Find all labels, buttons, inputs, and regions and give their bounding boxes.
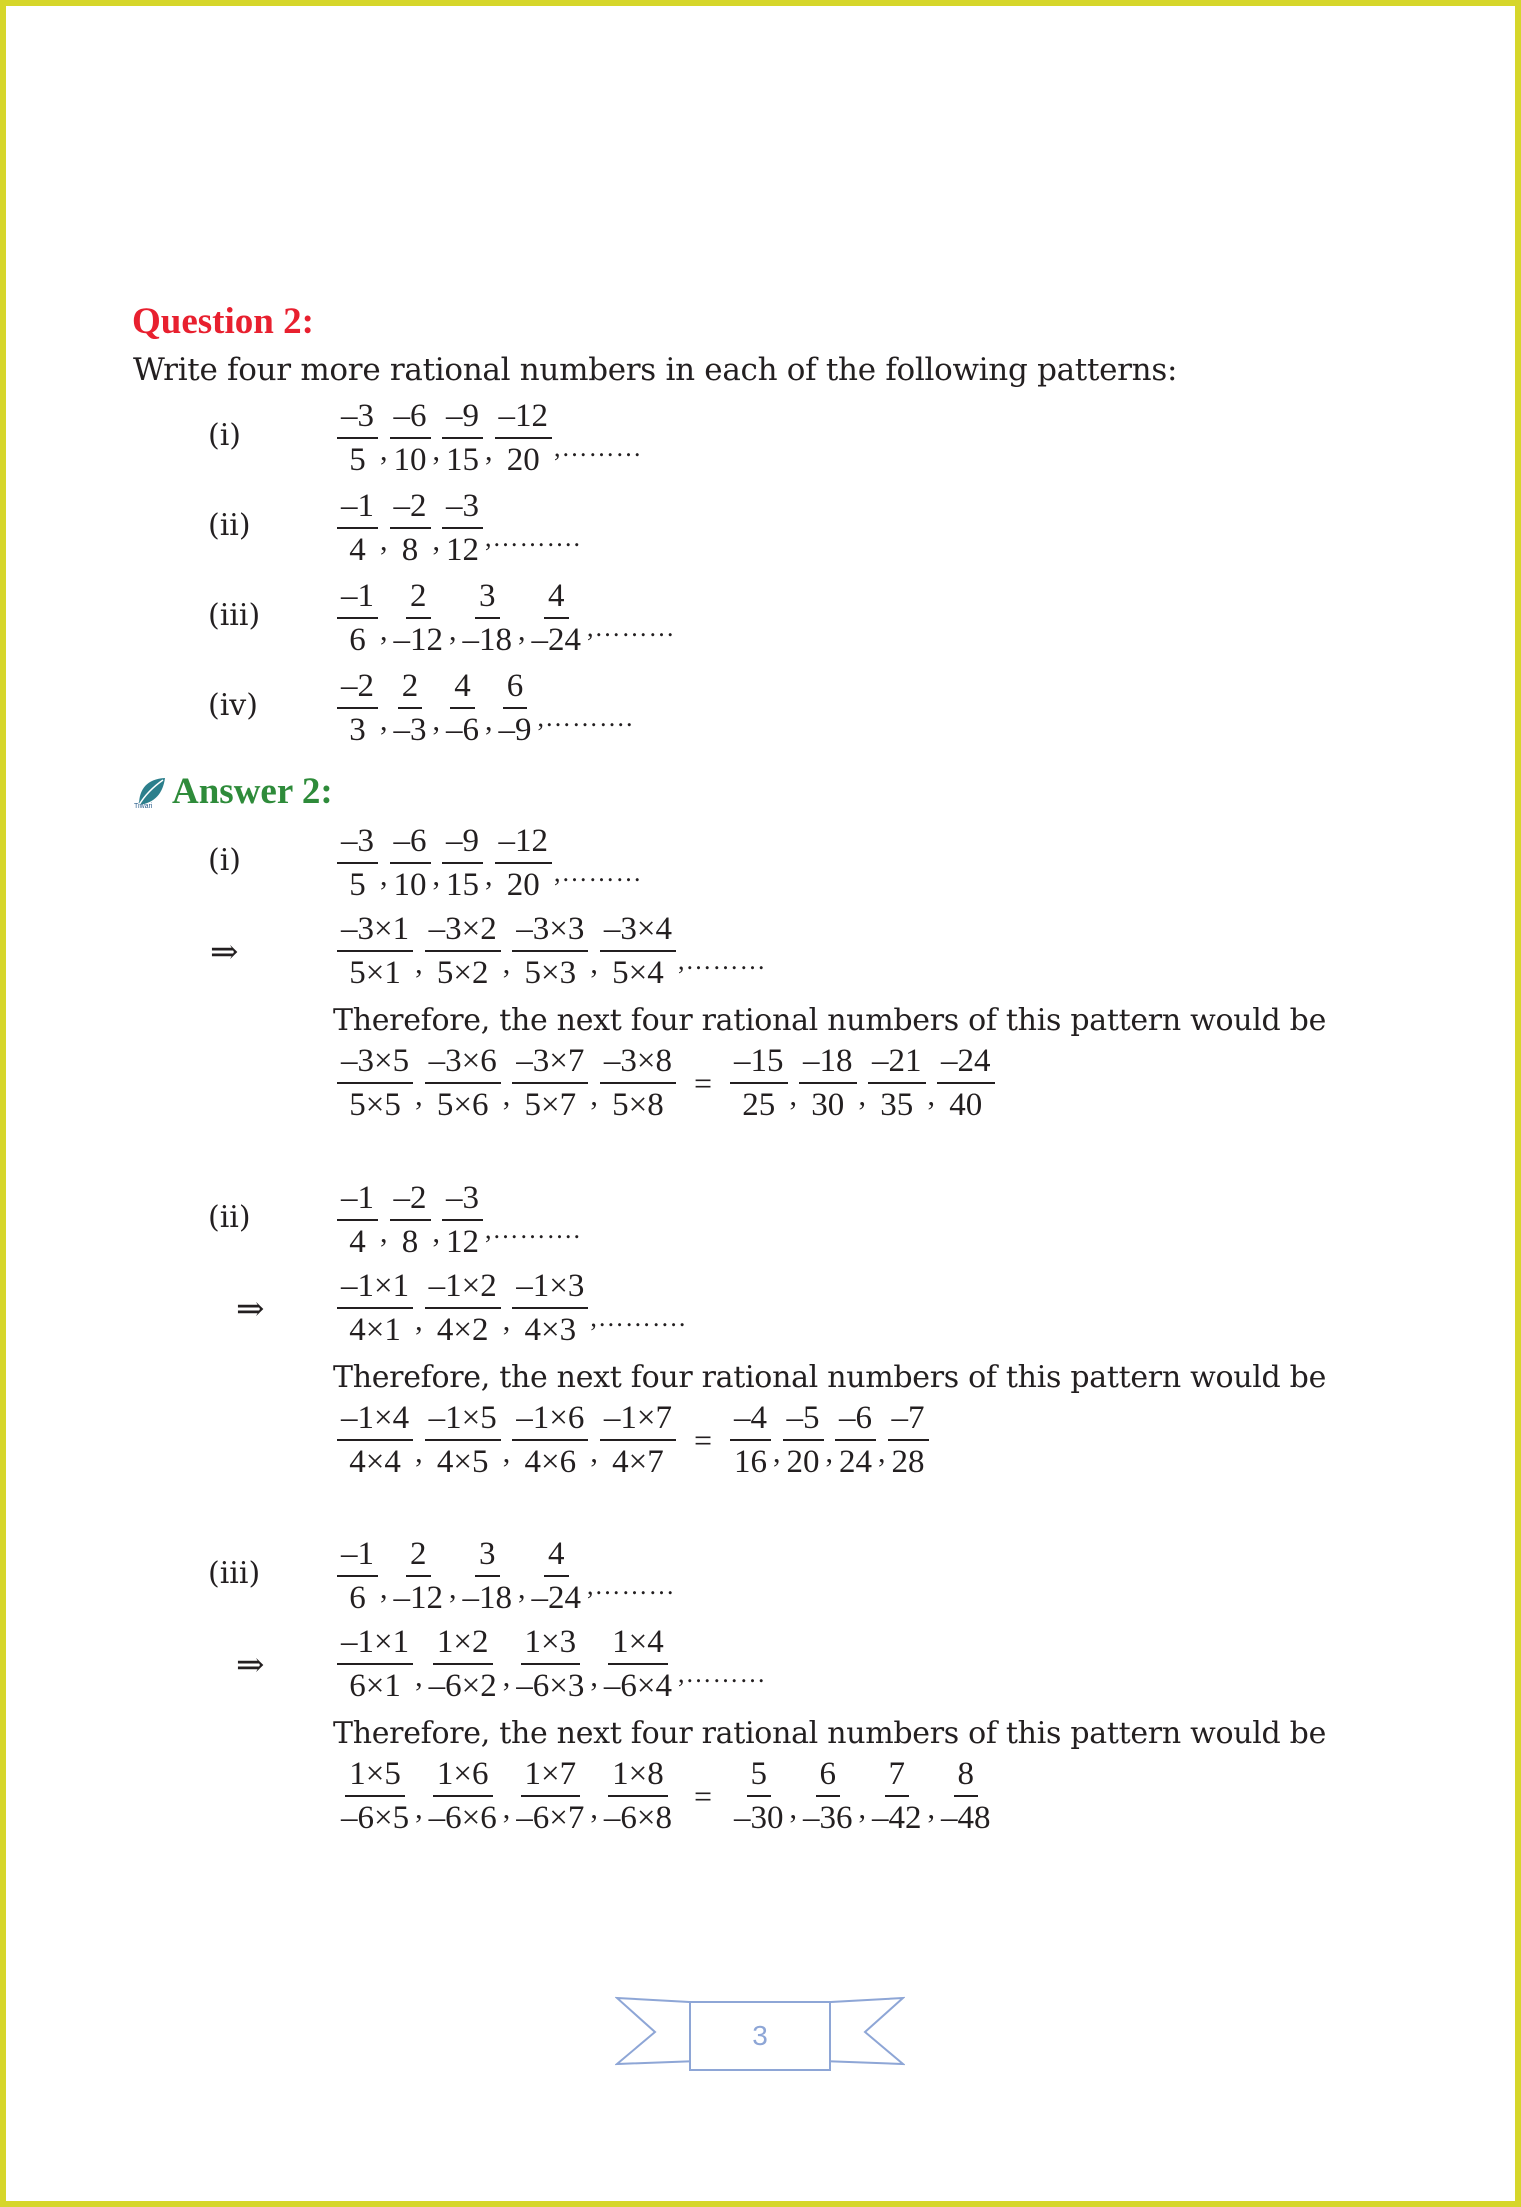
comma: , [485,703,493,737]
denominator: –12 [393,622,443,658]
numerator: –1 [337,580,378,619]
denominator: 5×6 [436,1087,489,1123]
denominator: 4 [349,532,366,568]
question-title: Question 2: [132,301,314,342]
denominator: –36 [803,1800,853,1836]
given-pattern [335,1182,581,1259]
numerator: 1×4 [608,1626,668,1665]
fraction [510,913,590,990]
fraction [335,1626,415,1703]
leaf-logo-icon [133,775,167,809]
fraction [335,1402,415,1479]
numerator: 1×2 [433,1626,493,1665]
denominator: 5×8 [612,1087,664,1123]
numerator: –4 [730,1402,771,1441]
denominator: –18 [462,1580,512,1616]
denominator: –6×2 [428,1668,497,1704]
comma: , [858,1791,867,1825]
numerator: –3 [442,1182,483,1221]
denominator: 3 [349,712,366,748]
numerator: –3 [337,825,378,864]
denominator: –6 [446,712,479,748]
fraction [440,490,485,567]
comma: , [415,1078,423,1112]
denominator: –18 [462,622,512,658]
question-prompt: Write four more rational numbers in each of the following patterns: [133,352,1178,388]
question-pattern [335,670,634,747]
denominator: –24 [531,1580,581,1616]
therefore-statement: Therefore, the next four rational numbers of this pattern would be [333,1360,1327,1395]
continuation-dots: ,………. [537,702,634,732]
comma: , [858,1078,867,1112]
numerator: 1×8 [608,1758,668,1797]
numerator: –5 [783,1402,824,1441]
numerator: –1×1 [337,1270,413,1309]
numerator: –1×4 [337,1402,413,1441]
numerator: –2 [390,1182,431,1221]
numerator: –12 [495,825,553,864]
numerator: 4 [544,1538,569,1577]
fraction [526,1538,588,1615]
denominator: 5×3 [524,955,577,991]
fraction [423,913,503,990]
comma: , [878,1435,886,1469]
fraction [598,1758,678,1835]
comma: , [502,1435,511,1469]
denominator: 5×7 [524,1087,577,1123]
denominator: 15 [446,442,479,478]
numerator: 4 [544,580,569,619]
continuation-dots: ,………. [485,1214,581,1244]
numerator: –3×2 [425,913,501,952]
denominator: 4×1 [349,1312,401,1348]
comma: , [485,433,493,467]
fraction [440,1182,485,1259]
fraction [510,1402,590,1479]
fraction [728,1758,790,1835]
continuation-dots: ,………. [485,522,581,552]
denominator: 10 [393,442,427,478]
numerator: –21 [868,1045,926,1084]
denominator: –6×4 [603,1668,672,1704]
fraction [797,1758,859,1835]
implies-arrow-icon: ⇒ [236,1645,265,1685]
denominator: 5×2 [436,955,489,991]
numerator: –9 [442,400,483,439]
denominator: 6 [349,1580,366,1616]
fraction [598,1626,678,1703]
fraction [423,1758,503,1835]
comma: , [590,1078,598,1112]
numerator: 4 [450,670,475,709]
fraction [423,1626,503,1703]
fraction [598,913,678,990]
denominator: 24 [839,1444,873,1480]
numerator: –6 [835,1402,876,1441]
numerator: 2 [406,580,431,619]
answer-part-label: (i) [208,843,242,878]
comma: , [825,1435,834,1469]
comma: , [432,523,440,557]
denominator: 8 [401,1224,419,1260]
numerator: –1×5 [425,1402,501,1441]
numerator: –3×5 [337,1045,413,1084]
fraction [728,1045,790,1122]
continuation-dots: ,……… [678,1658,767,1688]
comma: , [773,1435,781,1469]
numerator: 1×7 [521,1758,581,1797]
fraction [440,825,485,902]
next-four-expanded [335,1402,931,1479]
comma: , [432,433,440,467]
comma: , [502,1303,511,1337]
numerator: –1×1 [337,1626,413,1665]
equals-sign: = [694,1065,713,1101]
question-part-label: (ii) [208,508,251,543]
numerator: –1×6 [512,1402,588,1441]
numerator: –1 [337,1538,378,1577]
denominator: –30 [734,1800,784,1836]
fraction [797,1045,859,1122]
therefore-statement: Therefore, the next four rational numbers of this pattern would be [333,1003,1327,1038]
numerator: 2 [406,1538,431,1577]
comma: , [449,1571,457,1605]
next-four-expanded [335,1758,997,1835]
fraction [423,1270,503,1347]
denominator: 10 [393,867,427,903]
fraction [833,1402,878,1479]
fraction [388,490,433,567]
implies-arrow-icon: ⇒ [210,932,239,972]
numerator: –3×8 [600,1045,676,1084]
given-pattern [335,825,643,902]
numerator: –3 [442,490,483,529]
answer-part-label: (iii) [208,1556,261,1591]
denominator: 5 [349,442,366,478]
denominator: 5×5 [349,1087,401,1123]
comma: , [380,1215,388,1249]
denominator: –6×6 [428,1800,497,1836]
next-four-expanded [335,1045,997,1122]
comma: , [380,523,388,557]
denominator: –3 [393,712,427,748]
fraction [510,1045,590,1122]
denominator: 30 [811,1087,845,1123]
comma: , [927,1791,936,1825]
question-part-label: (iii) [208,598,261,633]
denominator: 12 [446,1224,479,1260]
numerator: –12 [495,400,553,439]
fraction [335,670,380,747]
fraction [423,1402,503,1479]
continuation-dots: ,……… [587,1570,676,1600]
denominator: –48 [941,1800,991,1836]
numerator: 3 [475,580,500,619]
equals-sign: = [694,1778,713,1814]
denominator: 6×1 [349,1668,401,1704]
continuation-dots: ,……… [554,432,643,462]
numerator: 6 [816,1758,841,1797]
denominator: 20 [786,1444,820,1480]
numerator: –3 [337,400,378,439]
question-part-label: (iv) [208,688,258,723]
fraction [335,1270,415,1347]
comma: , [380,858,388,892]
numerator: –3×3 [512,913,588,952]
denominator: –6×8 [603,1800,672,1836]
fraction [335,580,380,657]
fraction [457,580,519,657]
question-pattern [335,400,643,477]
numerator: –2 [390,490,431,529]
numerator: –3×1 [337,913,413,952]
numerator: –3×7 [512,1045,588,1084]
fraction [335,1182,380,1259]
numerator: –6 [390,825,431,864]
fraction [335,825,380,902]
denominator: 4×3 [524,1312,577,1348]
fraction [526,580,588,657]
numerator: –1×2 [425,1270,501,1309]
comma: , [415,1435,423,1469]
comma: , [502,946,511,980]
denominator: 20 [506,442,540,478]
continuation-dots: ,……… [678,945,767,975]
numerator: –9 [442,825,483,864]
numerator: 1×6 [433,1758,493,1797]
denominator: –42 [872,1800,922,1836]
fraction [866,1758,928,1835]
fraction [510,1270,590,1347]
expanded-pattern [335,1626,767,1703]
denominator: 15 [446,867,479,903]
continuation-dots: ,……… [587,612,676,642]
comma: , [502,1659,511,1693]
comma: , [502,1791,511,1825]
numerator: –1 [337,1182,378,1221]
question-part-label: (i) [208,418,242,453]
numerator: 3 [475,1538,500,1577]
numerator: –6 [390,400,431,439]
denominator: –24 [531,622,581,658]
numerator: –1 [337,490,378,529]
numerator: –1×3 [512,1270,588,1309]
fraction [388,400,433,477]
fraction [335,490,380,567]
svg-text:Tiwari: Tiwari [134,803,153,809]
answer-part-label: (ii) [208,1200,251,1235]
fraction [493,400,555,477]
comma: , [789,1078,798,1112]
denominator: 4×4 [349,1444,401,1480]
comma: , [380,433,388,467]
denominator: –6×5 [341,1800,410,1836]
fraction [493,670,538,747]
fraction [781,1402,826,1479]
continuation-dots: ,……… [554,857,643,887]
comma: , [485,858,493,892]
comma: , [432,858,440,892]
numerator: –3×4 [600,913,676,952]
denominator: 4 [349,1224,366,1260]
fraction [388,580,450,657]
comma: , [927,1078,936,1112]
fraction [728,1402,773,1479]
numerator: 1×3 [521,1626,581,1665]
numerator: –2 [337,670,378,709]
page-number: 3 [752,2020,768,2051]
denominator: 16 [734,1444,768,1480]
denominator: 28 [891,1444,925,1480]
numerator: –24 [937,1045,995,1084]
numerator: 7 [885,1758,910,1797]
fraction [866,1045,928,1122]
numerator: –18 [799,1045,857,1084]
denominator: –6×7 [516,1800,585,1836]
fraction [388,1182,433,1259]
expanded-pattern [335,1270,686,1347]
numerator: 5 [747,1758,772,1797]
fraction [423,1045,503,1122]
denominator: 25 [742,1087,776,1123]
denominator: 4×6 [524,1444,577,1480]
comma: , [590,1435,598,1469]
denominator: 5×4 [612,955,664,991]
comma: , [590,946,598,980]
denominator: 40 [949,1087,983,1123]
fraction [440,400,485,477]
fraction [510,1626,590,1703]
expanded-pattern [335,913,767,990]
denominator: 4×7 [612,1444,664,1480]
fraction [388,825,433,902]
given-pattern [335,1538,676,1615]
fraction [598,1045,678,1122]
denominator: 35 [880,1087,914,1123]
fraction [335,1045,415,1122]
denominator: 12 [446,532,479,568]
fraction [935,1045,997,1122]
denominator: 20 [506,867,540,903]
fraction [335,1758,415,1835]
continuation-dots: ,………. [590,1302,687,1332]
numerator: 6 [503,670,528,709]
fraction [440,670,485,747]
denominator: –12 [393,1580,443,1616]
implies-arrow-icon: ⇒ [236,1289,265,1329]
comma: , [590,1659,598,1693]
comma: , [415,946,423,980]
comma: , [432,703,440,737]
comma: , [518,1571,526,1605]
fraction [335,400,380,477]
comma: , [415,1791,423,1825]
comma: , [449,613,457,647]
denominator: –6×3 [516,1668,585,1704]
comma: , [789,1791,798,1825]
comma: , [415,1659,423,1693]
comma: , [590,1791,598,1825]
numerator: –1×7 [600,1402,676,1441]
fraction [335,913,415,990]
fraction [510,1758,590,1835]
fraction [598,1402,678,1479]
numerator: –15 [730,1045,788,1084]
comma: , [502,1078,511,1112]
denominator: 8 [401,532,419,568]
denominator: 6 [349,622,366,658]
equals-sign: = [694,1422,713,1458]
comma: , [415,1303,423,1337]
numerator: 2 [398,670,423,709]
fraction [388,1538,450,1615]
denominator: –9 [498,712,532,748]
question-pattern [335,580,676,657]
comma: , [518,613,526,647]
denominator: 4×2 [436,1312,489,1348]
numerator: –7 [888,1402,929,1441]
fraction [335,1538,380,1615]
fraction [388,670,433,747]
numerator: 8 [954,1758,979,1797]
denominator: 5×1 [349,955,401,991]
numerator: 1×5 [345,1758,405,1797]
fraction [493,825,555,902]
comma: , [432,1215,440,1249]
fraction [935,1758,997,1835]
fraction [457,1538,519,1615]
question-pattern [335,490,581,567]
comma: , [380,613,388,647]
comma: , [380,1571,388,1605]
therefore-statement: Therefore, the next four rational numbers of this pattern would be [333,1716,1327,1751]
fraction [886,1402,931,1479]
denominator: 5 [349,867,366,903]
denominator: 4×5 [436,1444,489,1480]
comma: , [380,703,388,737]
answer-title: Answer 2: [172,771,333,812]
numerator: –3×6 [425,1045,501,1084]
